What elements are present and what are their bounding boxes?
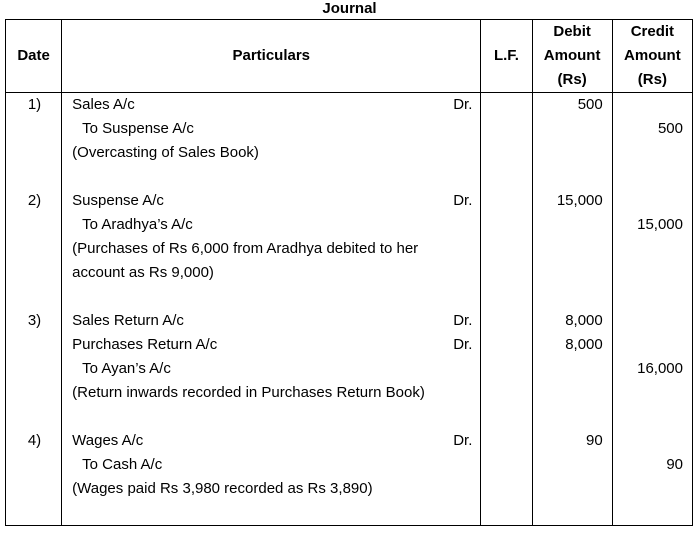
credit-amount <box>613 381 692 405</box>
header-credit <box>612 20 692 93</box>
header-debit-line-3: (Rs) <box>557 71 587 88</box>
spacer <box>533 501 612 525</box>
particulars-text: Suspense A/c <box>72 192 164 209</box>
header-row <box>6 20 693 93</box>
spacer <box>613 501 692 525</box>
spacer <box>533 285 612 309</box>
particulars-text: Sales Return A/c <box>72 312 184 329</box>
entry-number: 3) <box>27 312 42 329</box>
spacer <box>62 501 480 525</box>
entry-number-blank <box>6 213 41 237</box>
spacer <box>613 285 692 309</box>
lf-cell <box>481 117 531 141</box>
entry-number: 4) <box>27 432 42 449</box>
date-column <box>6 93 62 526</box>
entry-number-blank <box>6 357 41 381</box>
entry-number: 2) <box>27 192 42 209</box>
debit-amount <box>533 261 612 285</box>
particulars-text: (Purchases of Rs 6,000 from Aradhya debited to her <box>72 240 419 257</box>
credit-amount <box>613 429 692 453</box>
debit-amount: 15,000 <box>556 192 603 209</box>
credit-amount <box>613 309 692 333</box>
particulars-line <box>62 309 480 333</box>
credit-account-text: To Ayan’s A/c <box>82 360 171 377</box>
spacer <box>62 405 480 429</box>
particulars-text: account as Rs 9,000) <box>72 264 214 281</box>
debit-amount <box>533 213 612 237</box>
debit-amount <box>533 237 612 261</box>
debit-amount: 90 <box>586 432 603 449</box>
particulars-line <box>62 189 480 213</box>
lf-cell <box>481 213 531 237</box>
dr-marker: Dr. <box>453 192 473 209</box>
particulars-line <box>62 357 480 381</box>
debit-amount <box>533 117 612 141</box>
particulars-line <box>62 141 480 165</box>
credit-amount <box>613 237 692 261</box>
header-debit-line-1: Debit <box>553 23 591 40</box>
lf-cell <box>481 93 531 117</box>
particulars-line <box>62 237 480 261</box>
particulars-text: (Return inwards recorded in Purchases Return Book) <box>72 384 425 401</box>
lf-column <box>481 93 532 526</box>
header-lf: L.F. <box>481 20 532 93</box>
entry-number-blank <box>6 333 41 357</box>
journal-body <box>6 93 693 526</box>
debit-amount: 8,000 <box>565 336 603 353</box>
lf-cell <box>481 333 531 357</box>
particulars-column <box>62 93 481 526</box>
entry-number-blank <box>6 261 41 285</box>
credit-account-text: To Suspense A/c <box>82 120 194 137</box>
header-credit-line-3: (Rs) <box>637 71 667 88</box>
credit-account-text: To Cash A/c <box>82 456 163 473</box>
journal-table <box>5 19 693 526</box>
spacer <box>533 405 612 429</box>
particulars-text: Sales A/c <box>72 96 135 113</box>
spacer <box>481 405 531 429</box>
lf-cell <box>481 261 531 285</box>
entry-number-blank <box>6 381 41 405</box>
credit-column <box>612 93 692 526</box>
particulars-text: (Wages paid Rs 3,980 recorded as Rs 3,890) <box>72 480 373 497</box>
particulars-text: (Overcasting of Sales Book) <box>72 144 259 161</box>
particulars-line <box>62 453 480 477</box>
lf-cell <box>481 453 531 477</box>
debit-amount <box>533 381 612 405</box>
header-debit-line-2: Amount <box>543 47 601 64</box>
entry-number-blank <box>6 453 41 477</box>
credit-amount <box>613 141 692 165</box>
particulars-line <box>62 117 480 141</box>
dr-marker: Dr. <box>453 96 473 113</box>
spacer <box>6 501 41 525</box>
header-debit <box>532 20 612 93</box>
particulars-text: Purchases Return A/c <box>72 336 218 353</box>
entry-number-blank <box>6 477 41 501</box>
spacer <box>613 405 692 429</box>
spacer <box>533 165 612 189</box>
lf-cell <box>481 357 531 381</box>
lf-cell <box>481 189 531 213</box>
header-credit-line-2: Amount <box>624 47 681 64</box>
particulars-line <box>62 213 480 237</box>
debit-column <box>532 93 612 526</box>
journal-title: Journal <box>322 0 377 17</box>
particulars-line <box>62 93 480 117</box>
credit-amount: 16,000 <box>637 360 683 377</box>
particulars-text: Wages A/c <box>72 432 144 449</box>
entry-number-blank <box>6 117 41 141</box>
particulars-line <box>62 477 480 501</box>
dr-marker: Dr. <box>453 312 473 329</box>
debit-amount <box>533 453 612 477</box>
particulars-line <box>62 261 480 285</box>
entry-number: 1) <box>27 96 42 113</box>
debit-amount <box>533 477 612 501</box>
header-date: Date <box>6 20 62 93</box>
particulars-line <box>62 381 480 405</box>
credit-amount <box>613 261 692 285</box>
entry-number-blank <box>6 141 41 165</box>
entry-number-blank <box>6 237 41 261</box>
header-credit-line-1: Credit <box>630 23 675 40</box>
dr-marker: Dr. <box>453 336 473 353</box>
spacer <box>6 165 41 189</box>
debit-amount <box>533 141 612 165</box>
credit-account-text: To Aradhya’s A/c <box>82 216 193 233</box>
spacer <box>613 165 692 189</box>
spacer <box>62 165 480 189</box>
debit-amount <box>533 357 612 381</box>
lf-cell <box>481 309 531 333</box>
dr-marker: Dr. <box>453 432 473 449</box>
lf-cell <box>481 477 531 501</box>
credit-amount: 90 <box>666 456 683 473</box>
particulars-line <box>62 333 480 357</box>
debit-amount: 8,000 <box>565 312 603 329</box>
credit-amount: 500 <box>657 120 683 137</box>
lf-cell <box>481 237 531 261</box>
spacer <box>6 285 41 309</box>
lf-cell <box>481 429 531 453</box>
lf-cell <box>481 141 531 165</box>
lf-cell <box>481 381 531 405</box>
credit-amount <box>613 93 692 117</box>
debit-amount: 500 <box>577 96 603 113</box>
credit-amount: 15,000 <box>637 216 683 233</box>
particulars-line <box>62 429 480 453</box>
spacer <box>481 165 531 189</box>
credit-amount <box>613 477 692 501</box>
spacer <box>481 285 531 309</box>
spacer <box>6 405 41 429</box>
credit-amount <box>613 189 692 213</box>
spacer <box>481 501 531 525</box>
credit-amount <box>613 333 692 357</box>
spacer <box>62 285 480 309</box>
header-particulars: Particulars <box>62 20 481 93</box>
